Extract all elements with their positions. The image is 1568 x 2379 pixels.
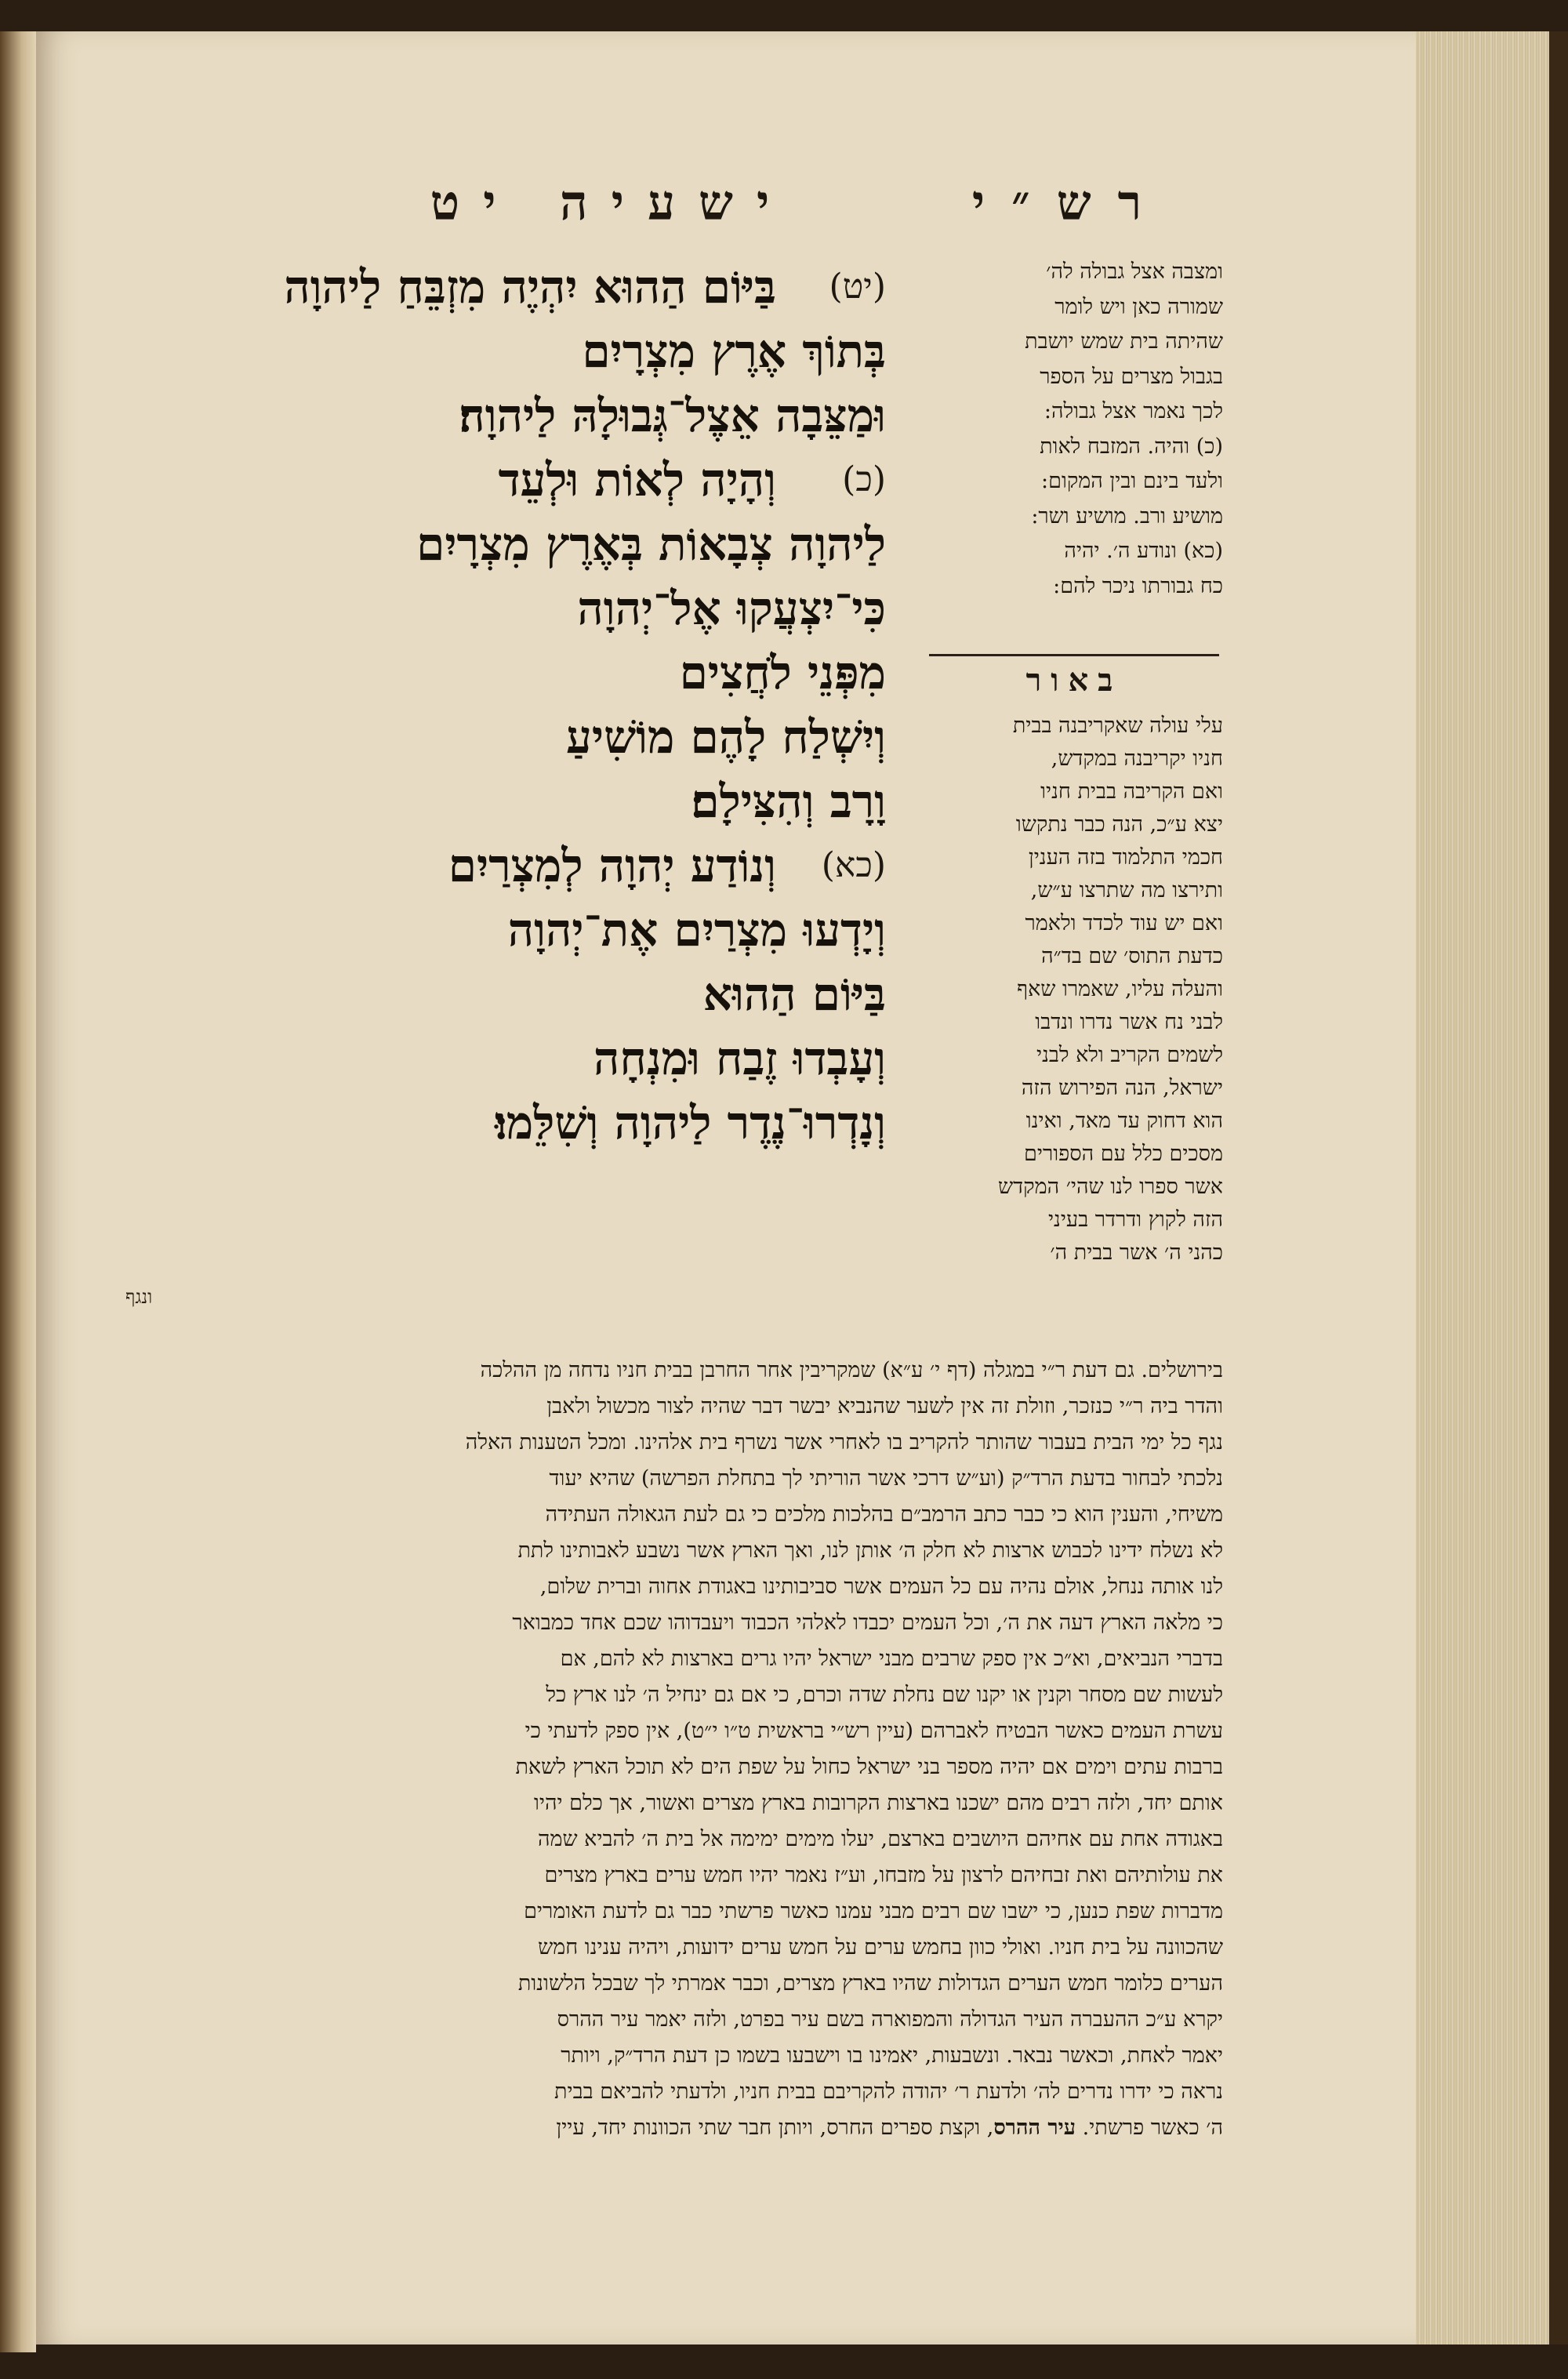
beur-line: הזה לקוץ ודרדר בעיני [1047,1208,1223,1232]
beur-line: עלי עולה שאקריבנה בבית [1012,714,1223,738]
beur-commentary [925,710,1223,1353]
verse-text: בַּיּוֹם הַהוּא [702,968,886,1021]
rashi-line: מושיע ורב. מושיע ושר: [1031,503,1223,528]
rashi-line: שהיתה בית שמש יושבת [1025,329,1223,354]
bold-phrase: עיר ההרס [993,2116,1076,2140]
verse-text: בַּיּוֹם הַהוּא יִהְיֶה מִזְבֵּחַ לַיהוָה [284,260,776,314]
verse-text: כִּי־יִצְעֲקוּ אֶל־יְהוָה [577,582,886,635]
beur-line: כהני ה׳ אשר בבית ה׳ [1050,1240,1223,1265]
commentary-line: לנו אותה ננחל, אולם נהיה עם כל העמים אשר סביבותינו באגודת אחוה וברית שלום, [539,1574,1223,1599]
verse-column [102,255,886,1337]
verse-number: (כא) [821,845,886,885]
commentary-line: הערים כלומר חמש הערים הגדולות שהיו בארץ מצרים, וכבר אמרתי לך שבכל הלשונות [517,1971,1223,1996]
beur-line: ואם הקריבה בבית חניו [1040,779,1223,804]
commentary-line: ה׳ כאשר פרשתי. עיר ההרס, וקצת ספרים החרס, ויותן חבר שתי הכוונות יחד, עיין [556,2116,1223,2140]
commentary-header: רש״י [971,174,1169,231]
book-chapter-header: ישעיה יט [430,174,793,231]
commentary-line: נראה כי ידרו נדרים לה׳ ולדעת ר׳ יהודה להקריבם בבית חניו, ולדעתי להביאם בבית [554,2079,1223,2104]
commentary-line: נגף כל ימי הבית בעבור שהותר להקריב בו לאחרי אשר נשרף בית אלהינו. ומכל הטענות האלה [465,1430,1223,1455]
commentary-line: בדברי הנביאים, וא״כ אין ספק שרבים מבני ישראל יהיו גרים בארצות לא להם, אם [560,1647,1223,1671]
verse-line [102,834,886,898]
verse-line [102,255,886,319]
verse-line [102,962,886,1026]
verse-text: מִפְּנֵי לֹחֲצִים [679,646,886,699]
rashi-line: (כא) ונודע ה׳. יהיה [1064,539,1223,563]
beur-line: חניו יקריבנה במקדש, [1051,746,1223,771]
beur-line: ותירצו מה שתרצו ע״ש, [1030,878,1223,903]
book-binding [1549,31,1568,2344]
verse-text: וְיִשְׁלַח לָהֶם מוֹשִׁיעַ [566,710,886,764]
verse-line [102,576,886,641]
commentary-line: משיחי, והענין הוא כי כבר כתב הרמב״ם בהלכות מלכים כי גם לעת הגאולה העתידה [545,1502,1223,1527]
beur-line: חכמי התלמוד בזה הענין [1028,845,1223,870]
verse-text: בְּתוֹךְ אֶרֶץ מִצְרָיִם [582,325,886,378]
beur-line: לשמים הקריב ולא לבני [1036,1043,1223,1067]
verse-text: לַיהוָה צְבָאוֹת בְּאֶרֶץ מִצְרָיִם [416,518,886,571]
commentary-line: לא נשלח ידינו לכבוש ארצות לא חלק ה׳ אותן לנו, ואך הארץ אשר נשבע לאבותינו לתת [517,1538,1223,1563]
commentary-line: ברבות עתים וימים אם יהיה מספר בני ישראל כחול על שפת הים לא תוכל הארץ לשאת [515,1755,1223,1779]
beur-heading: באור [1025,662,1123,699]
divider-rule [929,654,1219,656]
verse-line [102,319,886,383]
beur-line: יצא ע״כ, הנה כבר נתקשו [1015,812,1223,837]
verse-line [102,1026,886,1091]
beur-line: ואם יש עוד לכדד ולאמר [1025,911,1223,935]
verse-text: וְנוֹדַע יְהוָה לְמִצְרַיִם [448,839,776,892]
beur-line: ישראל, הנה הפירוש הזה [1021,1076,1223,1100]
commentary-line: אותם יחד, ולזה רבים מהם ישכנו בארצות הקרובות בארץ מצרים ואשור, אך כלם יהיו [533,1791,1223,1815]
rashi-line: בגבול מצרים על הספר [1040,364,1223,389]
verse-text: וְיָדְעוּ מִצְרַיִם אֶת־יְהוָה [507,903,886,957]
verse-line [102,512,886,576]
commentary-line: עשרת העמים כאשר הבטיח לאברהם (עיין רש״י בראשית ט״ו י״ט), אין ספק לדעתי כי [524,1719,1223,1743]
verse-number: (יט) [829,267,886,307]
rashi-line: ולעד בינם ובין המקום: [1041,469,1223,493]
rashi-line: (כ) והיה. המזבח לאות [1040,434,1223,459]
verse-text: וָרָב וְהִצִּילָם׃ [691,775,886,828]
commentary-line: בירושלים. גם דעת ר״י במגלה (דף י׳ ע״א) שמקריבין אחר החרבן בבית חניו נדחה מן ההלכה [480,1358,1223,1382]
commentary-line: נלכתי לבחור בדעת הרד״ק (וע״ש דרכי אשר הוריתי לך בתחלת הפרשה) שהיא יעוד [549,1466,1223,1491]
beur-line: והעלה עליו, שאמרו שאף [1017,977,1223,1001]
verse-text: וְהָיָה לְאוֹת וּלְעֵד [498,453,776,507]
verse-line [102,898,886,962]
facing-page-edge [0,31,36,2352]
rashi-line: כח גבורתו ניכר להם: [1053,573,1223,598]
commentary-line: כי מלאה הארץ דעה את ה׳, וכל העמים יכבדו לאלהי הכבוד ויעבדוהו שכם אחד כמבואר [512,1611,1223,1635]
beur-line: מסכים כלל עם הספורים [1024,1142,1223,1166]
verse-line [102,383,886,448]
verse-line [102,641,886,705]
rashi-commentary [925,255,1223,647]
commentary-line: באגודה אחת עם אחיהם היושבים בארצם, יעלו מימים ימימה אל בית ה׳ להביא שמה [537,1827,1223,1851]
beur-line: הוא דחוק עד מאד, ואינו [1025,1109,1223,1133]
beur-line: אשר ספרו לנו שהי׳ המקדש [998,1175,1223,1199]
commentary-line: והדר ביה ר״י כנזכר, וזולת זה אין לשער שהנביא יבשר דבר שהיה לצור מכשול ולאבן [546,1394,1223,1418]
verse-line [102,448,886,512]
verse-line [102,1091,886,1155]
verse-line [102,769,886,834]
page-stack-edges [1416,31,1549,2344]
rashi-line: שמורה כאן ויש לומר [1054,294,1223,319]
bottom-commentary [102,1353,1223,2207]
rashi-line: לכך נאמר אצל גבולה: [1044,399,1223,423]
verse-line [102,705,886,769]
beur-line: לבני נח אשר נדרו ונדבו [1035,1010,1223,1034]
commentary-line: יקרא ע״כ ההעברה העיר הגדולה והמפוארה בשם עיר בפרט, ולזה יאמר עיר ההרס [557,2007,1223,2032]
beur-line: כדעת התוס׳ שם בד״ה [1041,944,1223,968]
verse-text: וְעָבְדוּ זֶבַח וּמִנְחָה [593,1032,886,1085]
rashi-line: ומצבה אצל גבולה לה׳ [1046,260,1223,284]
verse-number: (כ) [842,459,886,499]
commentary-line: יאמר לאחת, וכאשר נבאר. ונשבעות, יאמינו בו וישבעו בשמו כן דעת הרד״ק, ויותר [561,2043,1223,2068]
commentary-line: לעשות שם מסחר וקנין או יקנו שם נחלת שדה וכרם, כי אם גם ינחיל ה׳ לנו ארץ כל [546,1683,1223,1707]
verse-text: וְנָדְרוּ־נֶדֶר לַיהוָה וְשִׁלֵּמוּ׃ [495,1096,886,1150]
verse-text: וּמַצֵּבָה אֵצֶל־גְּבוּלָהּ לַיהוָה׃ [459,389,886,442]
commentary-line: שהכוונה על בית חניו. ואולי כוון בחמש ערים על חמש ערים ידועות, ויהיה ענינו חמש [538,1935,1223,1959]
commentary-line: מדברות שפת כנען, כי ישבו שם רבים מבני עמנו כאשר פרשתי כבר גם לדעת האומרים [524,1899,1223,1923]
catch-word: ונגף [125,1286,153,1308]
commentary-line: את עולותיהם ואת זבחיהם לרצון על מזבחו, וע״ז נאמר יהיו חמש ערים בארץ מצרים [544,1863,1223,1887]
